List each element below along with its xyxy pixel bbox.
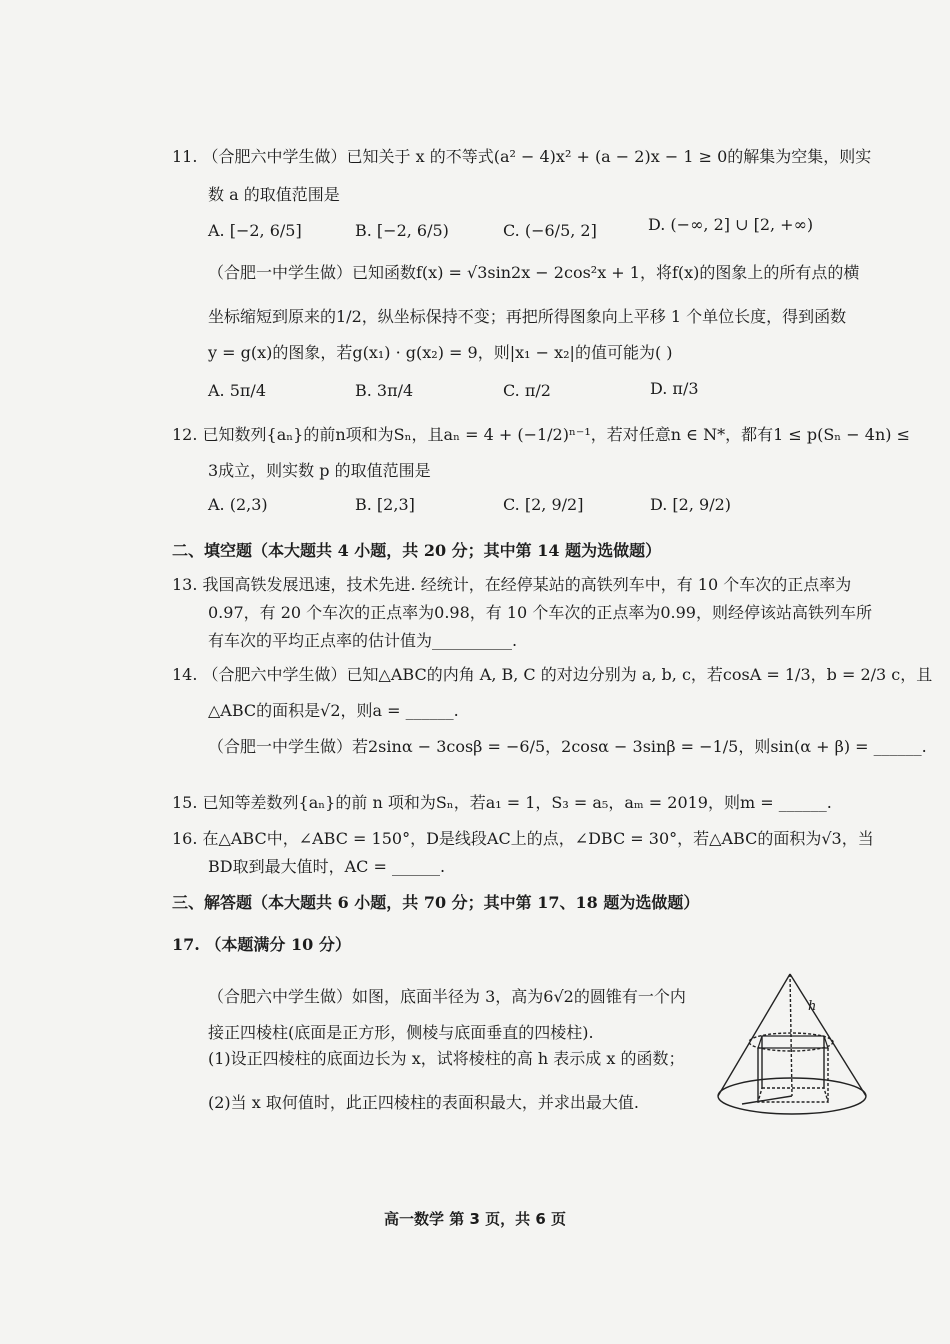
q11b-line2: 坐标缩短到原来的1/2，纵坐标保持不变；再把所得图象向上平移 1 个单位长度，得到函数 bbox=[208, 307, 847, 326]
page-footer: 高一数学 第 3 页，共 6 页 bbox=[384, 1210, 566, 1228]
q17-line2: 接正四棱柱(底面是正方形，侧棱与底面垂直的四棱柱). bbox=[208, 1023, 594, 1042]
q14-line3: （合肥一中学生做）若2sinα − 3cosβ = −6/5，2cosα − 3sinβ = −1/5，则sin(α + β) = ______. bbox=[208, 737, 927, 756]
q17-header: 17. （本题满分 10 分） bbox=[172, 935, 351, 954]
q17-line3: (1)设正四棱柱的底面边长为 x，试将棱柱的高 h 表示成 x 的函数； bbox=[208, 1049, 685, 1068]
q11b-option-c: C. π/2 bbox=[503, 381, 551, 400]
q11b-option-b: B. 3π/4 bbox=[355, 381, 414, 400]
q12-option-a: A. (2,3) bbox=[208, 495, 268, 514]
q11-line1: 11. （合肥六中学生做）已知关于 x 的不等式(a² − 4)x² + (a − 2)x − 1 ≥ 0的解集为空集，则实 bbox=[172, 147, 872, 166]
q16-line2: BD取到最大值时，AC = ______. bbox=[208, 857, 446, 876]
q11-option-b: B. [−2, 6/5) bbox=[355, 221, 449, 240]
q17-line1: （合肥六中学生做）如图，底面半径为 3，高为6√2的圆锥有一个内 bbox=[208, 987, 686, 1006]
q12-option-d: D. [2, 9/2) bbox=[650, 495, 732, 514]
section3-heading: 三、解答题（本大题共 6 小题，共 70 分；其中第 17、18 题为选做题） bbox=[172, 893, 700, 912]
q12-line1: 12. 已知数列{aₙ}的前n项和为Sₙ，且aₙ = 4 + (−1/2)ⁿ⁻¹，若对任意n ∈ N*，都有1 ≤ p(Sₙ − 4n) ≤ bbox=[172, 425, 911, 444]
q12-line2: 3成立，则实数 p 的取值范围是 bbox=[208, 461, 431, 480]
q11b-line1: （合肥一中学生做）已知函数f(x) = √3sin2x − 2cos²x + 1，将f(x)的图象上的所有点的横 bbox=[208, 263, 860, 282]
q11-line2: 数 a 的取值范围是 bbox=[208, 185, 340, 204]
q11b-line3: y = g(x)的图象，若g(x₁) · g(x₂) = 9，则|x₁ − x₂|的值可能为( ) bbox=[208, 343, 673, 362]
q12-option-c: C. [2, 9/2] bbox=[503, 495, 584, 514]
cone-prism-figure bbox=[712, 968, 872, 1128]
q15-line: 15. 已知等差数列{aₙ}的前 n 项和为Sₙ，若a₁ = 1，S₃ = a₅，aₘ = 2019，则m = ______. bbox=[172, 793, 832, 812]
q11b-option-a: A. 5π/4 bbox=[208, 381, 266, 400]
figure-label-h: h bbox=[808, 999, 817, 1014]
q13-line1: 13. 我国高铁发展迅速，技术先进. 经统计，在经停某站的高铁列车中，有 10 个车次的正点率为 bbox=[172, 575, 852, 594]
q14-line2: △ABC的面积是√2，则a = ______. bbox=[208, 701, 459, 720]
q11-option-c: C. (−6/5, 2] bbox=[503, 221, 597, 240]
q13-line3: 有车次的平均正点率的估计值为__________. bbox=[208, 631, 518, 650]
section2-heading: 二、填空题（本大题共 4 小题，共 20 分；其中第 14 题为选做题） bbox=[172, 541, 662, 560]
q11-option-a: A. [−2, 6/5] bbox=[208, 221, 302, 240]
q16-line1: 16. 在△ABC中，∠ABC = 150°，D是线段AC上的点，∠DBC = 30°，若△ABC的面积为√3，当 bbox=[172, 829, 874, 848]
q17-line4: (2)当 x 取何值时，此正四棱柱的表面积最大，并求出最大值. bbox=[208, 1093, 639, 1112]
q12-option-b: B. [2,3] bbox=[355, 495, 415, 514]
q11-option-d: D. (−∞, 2] ∪ [2, +∞) bbox=[648, 215, 814, 234]
q14-line1: 14. （合肥六中学生做）已知△ABC的内角 A, B, C 的对边分别为 a, b, c，若cosA = 1/3，b = 2/3 c，且 bbox=[172, 665, 933, 684]
q11b-option-d: D. π/3 bbox=[650, 379, 699, 398]
q13-line2: 0.97，有 20 个车次的正点率为0.98，有 10 个车次的正点率为0.99，则经停该站高铁列车所 bbox=[208, 603, 872, 622]
